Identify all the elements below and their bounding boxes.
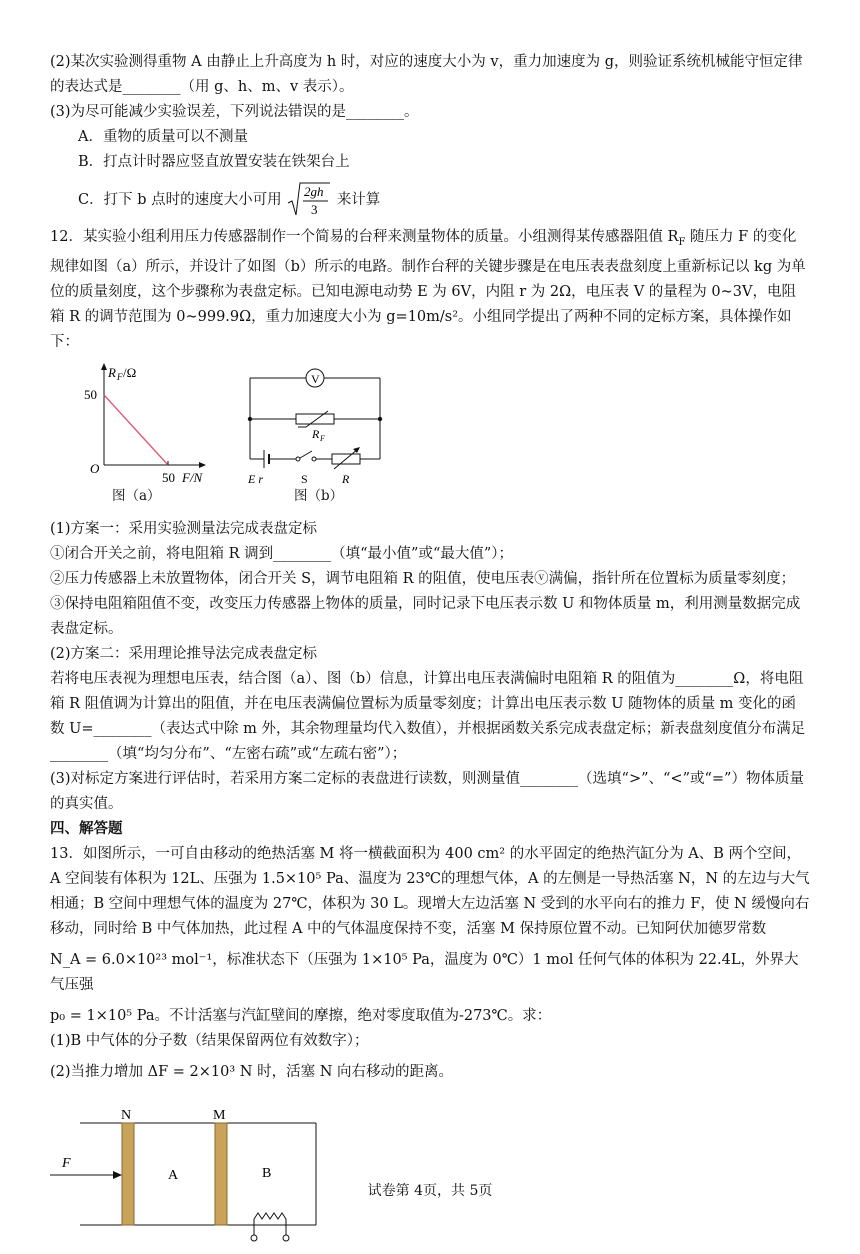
source-label: E r xyxy=(248,471,263,486)
piston-n-label: N xyxy=(121,1107,132,1123)
rf-label: R xyxy=(312,426,320,441)
q13-avogadro: N_A = 6.0×10²³ mol⁻¹，标准状态下（压强为 1×10⁵ Pa，温度为 0℃）1 mol 任何气体的体积为 22.4L，外界大气压强 xyxy=(50,951,799,993)
q12-figures xyxy=(70,361,810,509)
figure-b-circuit xyxy=(240,361,410,509)
q12-intro-sub: F xyxy=(678,236,686,248)
q12-scheme1-step1: ①闭合开关之前，将电阻箱 R 调到________（填“最小值”或“最大值”）； xyxy=(50,545,514,562)
q11-option-c-suffix: 来计算 xyxy=(336,192,381,208)
origin-label: O xyxy=(90,460,100,476)
q13-atmosphere: p₀ = 1×10⁵ Pa。不计活塞与汽缸壁间的摩擦，绝对零度取值为-273℃。求： xyxy=(50,1007,552,1024)
q12-scheme1-step3: ③保持电阻箱阻值不变，改变压力传感器上物体的质量，同时记录下电压表示数 U 和物体质量 m，利用测量数据完成表盘定标。 xyxy=(50,595,801,637)
rf-vs-f-graph xyxy=(70,361,210,486)
q11-option-c xyxy=(50,181,810,219)
switch-label: S xyxy=(301,471,308,486)
y-axis-label: R xyxy=(108,364,116,380)
sqrt-numerator: 2gh xyxy=(304,184,324,199)
q12-part3: (3)对标定方案进行评估时，若采用方案二定标的表盘进行读数，则测量值________（选填“>”、“<”或“=”）物体质量的真实值。 xyxy=(50,770,804,812)
q11-part3: (3)为尽可能减少实验误差，下列说法错误的是________。 xyxy=(50,104,419,120)
y-axis-label-sub: F xyxy=(117,371,123,382)
space-b-label: B xyxy=(262,1165,272,1181)
x-axis-label: F/N xyxy=(182,469,203,485)
exam-page xyxy=(50,50,810,1245)
x-tick-50: 50 xyxy=(162,469,175,485)
cylinder-figure xyxy=(50,1105,350,1245)
q13-question2: (2)当推力增加 ΔF = 2×10³ N 时，活塞 N 向右移动的距离。 xyxy=(50,1063,453,1080)
q12-intro xyxy=(50,225,810,355)
q11-part2: (2)某次实验测得重物 A 由静止上升高度为 h 时，对应的速度大小为 v，重力加速度为 g，则验证系统机械能守恒定律的表达式是________（用 g、h、m、v 表示）。 xyxy=(50,54,803,95)
q13-question1: (1)B 中气体的分子数（结果保留两位有效数字）； xyxy=(50,1032,369,1049)
section-heading: 四、解答题 xyxy=(50,820,123,837)
figure-b-caption: 图（b） xyxy=(294,487,344,504)
rf-label-sub: F xyxy=(320,433,325,443)
figure-a-graph xyxy=(70,361,210,509)
q12-intro-text: 12．某实验小组利用压力传感器制作一个简易的台秤来测量物体的质量。小组测得某传感器阻值 R xyxy=(50,229,679,245)
q12-intro-rest: 随压力 F 的变化规律如图（a）所示，并设计了如图（b）所示的电路。制作台秤的关键步骤是在电压表表盘刻度上重新标记以 kg 为单位的质量刻度，这个步骤称为表盘定标。已知电源电动势 E 为 6V，内阻 r 为 2Ω，电压表 V 的量程为 0~3V，电阻箱 R 的调节范围为 0~999.9Ω，重力加速度大小为 g=10m/s²。小组同学提出了两种不同的定标方案，具体操作如下： xyxy=(50,229,806,350)
q11-option-a: A．重物的质量可以不测量 xyxy=(78,129,248,145)
force-label: F xyxy=(62,1155,71,1171)
q12-scheme2-title: (2)方案二：采用理论推导法完成表盘定标 xyxy=(50,645,318,662)
q12-scheme2-body: 若将电压表视为理想电压表，结合图（a）、图（b）信息，计算出电压表满偏时电阻箱 R 的阻值为________Ω，将电阻箱 R 阻值调为计算出的阻值，并在电压表满偏位置标为质量零刻度；计算出电压表示数 U 随物体的质量 m 变化的函数 U=________（表达式中除 m 外，其余物理量均代入数值），并根据函数关系完成表盘定标；新表盘刻度值分布满足________（填“均匀分布”、“左密右疏”或“左疏右密”）； xyxy=(50,670,806,762)
voltmeter-label: V xyxy=(311,371,320,386)
y-tick-50: 50 xyxy=(84,386,97,402)
sqrt-formula xyxy=(286,181,332,219)
space-a-label: A xyxy=(168,1167,179,1183)
figure-a-caption: 图（a） xyxy=(112,487,161,504)
q11-option-b: B．打点计时器应竖直放置安装在铁架台上 xyxy=(78,154,350,170)
piston-m-label: M xyxy=(213,1107,226,1123)
circuit-diagram xyxy=(240,361,410,486)
resistor-box-label: R xyxy=(342,471,350,486)
sqrt-denominator: 3 xyxy=(311,202,318,217)
q11-option-c-text: C．打下 b 点时的速度大小可用 xyxy=(78,192,282,208)
q13-paragraph: 13．如图所示，一可自由移动的绝热活塞 M 将一横截面积为 400 cm² 的水平固定的绝热汽缸分为 A、B 两个空间，A 空间装有体积为 12L、压强为 1.5×10⁵ Pa、温度为 23℃的理想气体，A 的左侧是一导热活塞 N，N 的左边与大气相通；B 空间中理想气体的温度为 27℃，体积为 30 L。现增大左边活塞 N 受到的水平向右的推力 F，使 N 缓慢向右移动，同时给 B 中气体加热，此过程 A 中的气体温度保持不变，活塞 M 保持原位置不动。已知阿伏加德罗常数 xyxy=(50,845,810,937)
q12-scheme1-title: (1)方案一：采用实验测量法完成表盘定标 xyxy=(50,520,318,537)
y-axis-unit: /Ω xyxy=(123,364,137,380)
cylinder-diagram xyxy=(50,1105,350,1245)
page-footer: 试卷第 4页，共 5页 xyxy=(367,1183,493,1199)
q12-scheme1-step2: ②压力传感器上未放置物体，闭合开关 S，调节电阻箱 R 的阻值，使电压表ⓥ满偏，指针所在位置标为质量零刻度； xyxy=(50,570,796,587)
